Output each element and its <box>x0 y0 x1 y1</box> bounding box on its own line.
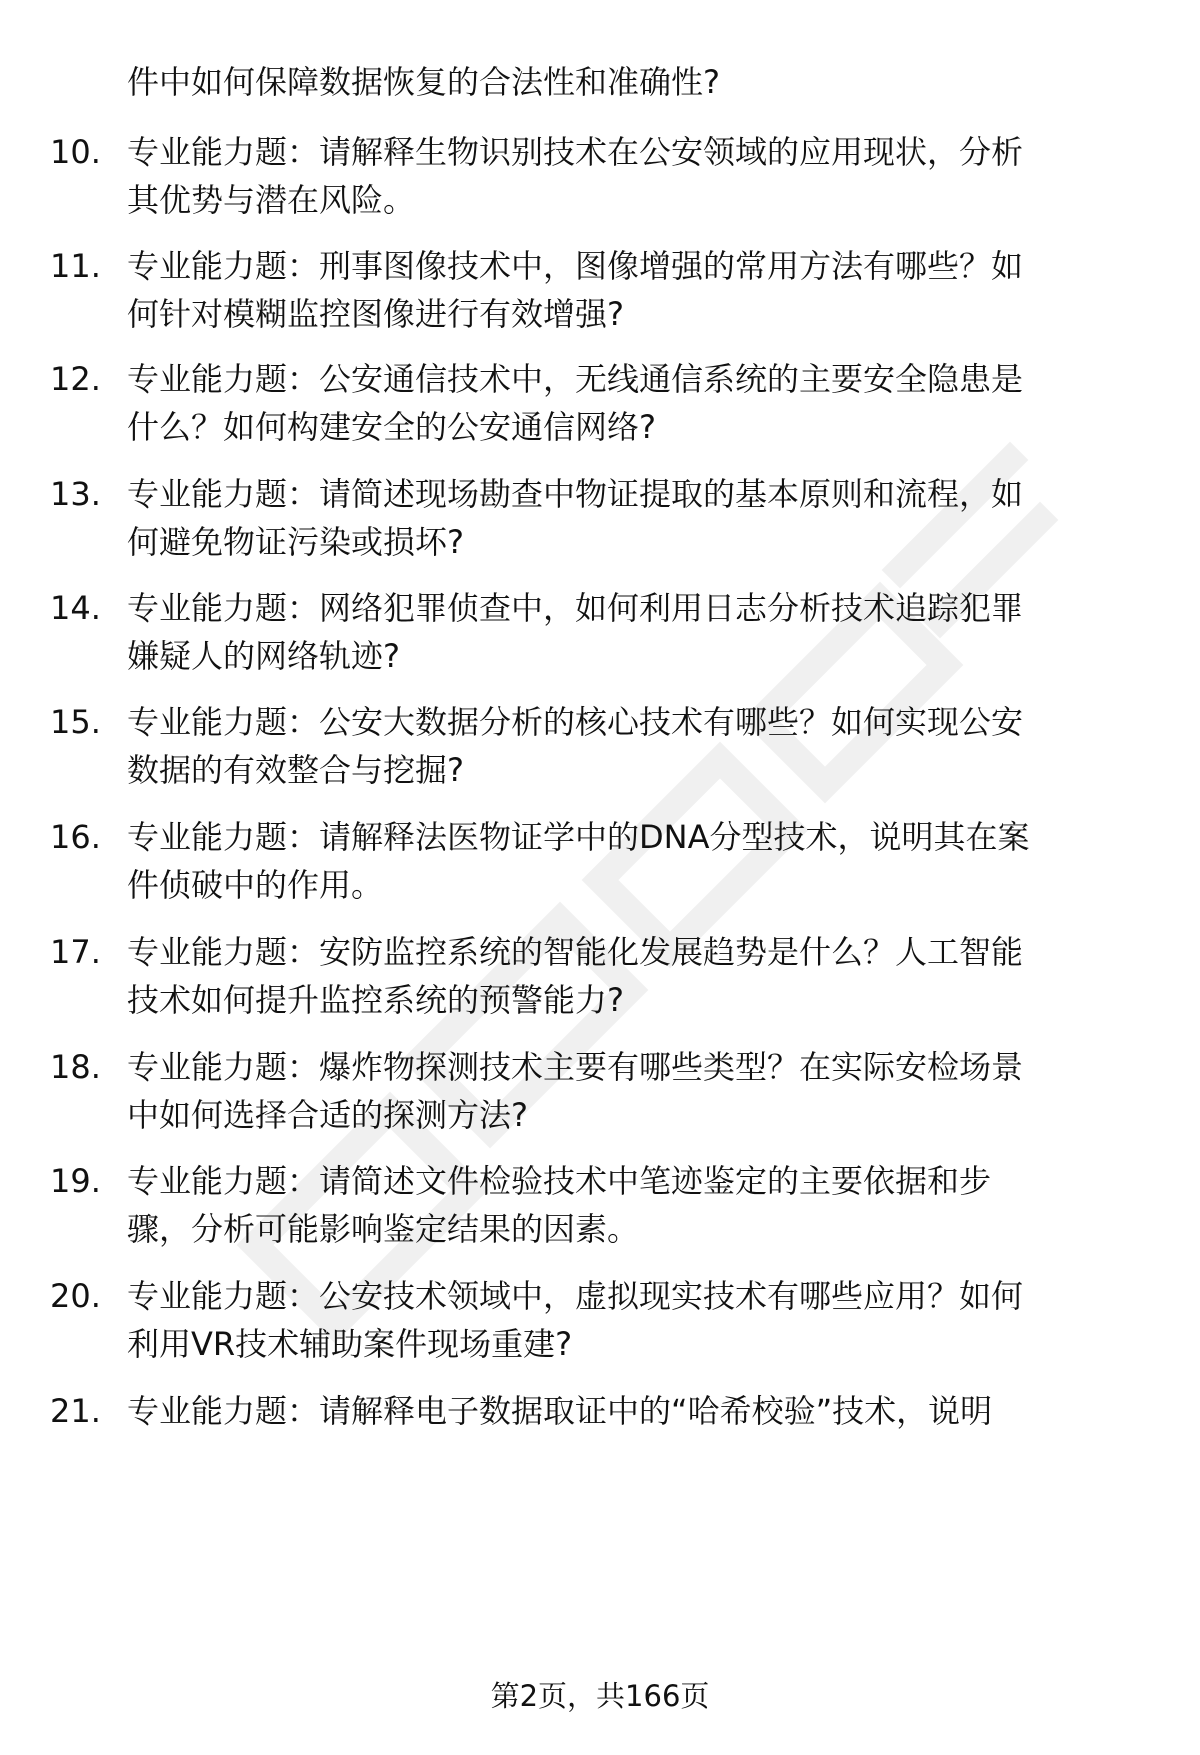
question-text <box>127 1043 1147 1139</box>
question-text <box>127 128 1147 224</box>
question-number: 15. <box>50 703 101 741</box>
question-text-line: 件侦破中的作用。 <box>127 866 384 904</box>
question-text-line: 中如何选择合适的探测方法? <box>127 1096 528 1134</box>
question-text <box>127 1157 1147 1253</box>
question-number: 17. <box>50 933 101 971</box>
question-number: 18. <box>50 1048 101 1086</box>
question-text <box>127 470 1147 566</box>
question-text-line: 专业能力题：安防监控系统的智能化发展趋势是什么？人工智能 <box>127 933 1024 971</box>
question-number: 20. <box>50 1277 101 1315</box>
question-number: 13. <box>50 475 101 513</box>
question-number: 14. <box>50 589 101 627</box>
question-text <box>127 813 1147 909</box>
question-text <box>127 928 1147 1024</box>
question-number: 11. <box>50 247 101 285</box>
question-text-line: 专业能力题：请解释法医物证学中的DNA分型技术，说明其在案 <box>127 818 1030 856</box>
question-text-line: 专业能力题：请解释生物识别技术在公安领域的应用现状，分析 <box>127 133 1024 171</box>
question-text <box>127 355 1147 451</box>
question-text-line: 何针对模糊监控图像进行有效增强? <box>127 295 624 333</box>
question-text <box>127 242 1147 338</box>
question-text-line: 专业能力题：刑事图像技术中，图像增强的常用方法有哪些？如 <box>127 247 1024 285</box>
question-text-line: 骤，分析可能影响鉴定结果的因素。 <box>127 1210 640 1248</box>
question-number: 19. <box>50 1162 101 1200</box>
question-text-line: 数据的有效整合与挖掘? <box>127 751 464 789</box>
question-text-line: 其优势与潜在风险。 <box>127 181 416 219</box>
question-text-line: 专业能力题：爆炸物探测技术主要有哪些类型？在实际安检场景 <box>127 1048 1024 1086</box>
question-text-line: 专业能力题：公安大数据分析的核心技术有哪些？如何实现公安 <box>127 703 1024 741</box>
question-text <box>127 698 1147 794</box>
page-number-footer: 第2页，共166页 <box>490 1679 710 1713</box>
question-text-line: 专业能力题：公安通信技术中，无线通信系统的主要安全隐患是 <box>127 360 1024 398</box>
question-text <box>127 1272 1147 1368</box>
question-text-line: 专业能力题：公安技术领域中，虚拟现实技术有哪些应用？如何 <box>127 1277 1024 1315</box>
question-text <box>127 584 1147 680</box>
question-text <box>127 1387 1147 1435</box>
question-text-line: 什么？如何构建安全的公安通信网络? <box>127 408 656 446</box>
question-text-line: 专业能力题：请简述现场勘查中物证提取的基本原则和流程，如 <box>127 475 1024 513</box>
question-text-line: 专业能力题：网络犯罪侦查中，如何利用日志分析技术追踪犯罪 <box>127 589 1024 627</box>
question-number: 10. <box>50 133 101 171</box>
question-text-line: 何避免物证污染或损坏? <box>127 523 464 561</box>
question-text-line: 嫌疑人的网络轨迹? <box>127 637 400 675</box>
continuation-text: 件中如何保障数据恢复的合法性和准确性? <box>127 63 720 101</box>
question-number: 21. <box>50 1392 101 1430</box>
question-number: 12. <box>50 360 101 398</box>
question-text-line: 技术如何提升监控系统的预警能力? <box>127 981 624 1019</box>
question-text-line: 利用VR技术辅助案件现场重建? <box>127 1325 573 1363</box>
question-text-line: 专业能力题：请解释电子数据取证中的“哈希校验”技术，说明 <box>127 1392 993 1430</box>
question-text-line: 专业能力题：请简述文件检验技术中笔迹鉴定的主要依据和步 <box>127 1162 992 1200</box>
question-number: 16. <box>50 818 101 856</box>
